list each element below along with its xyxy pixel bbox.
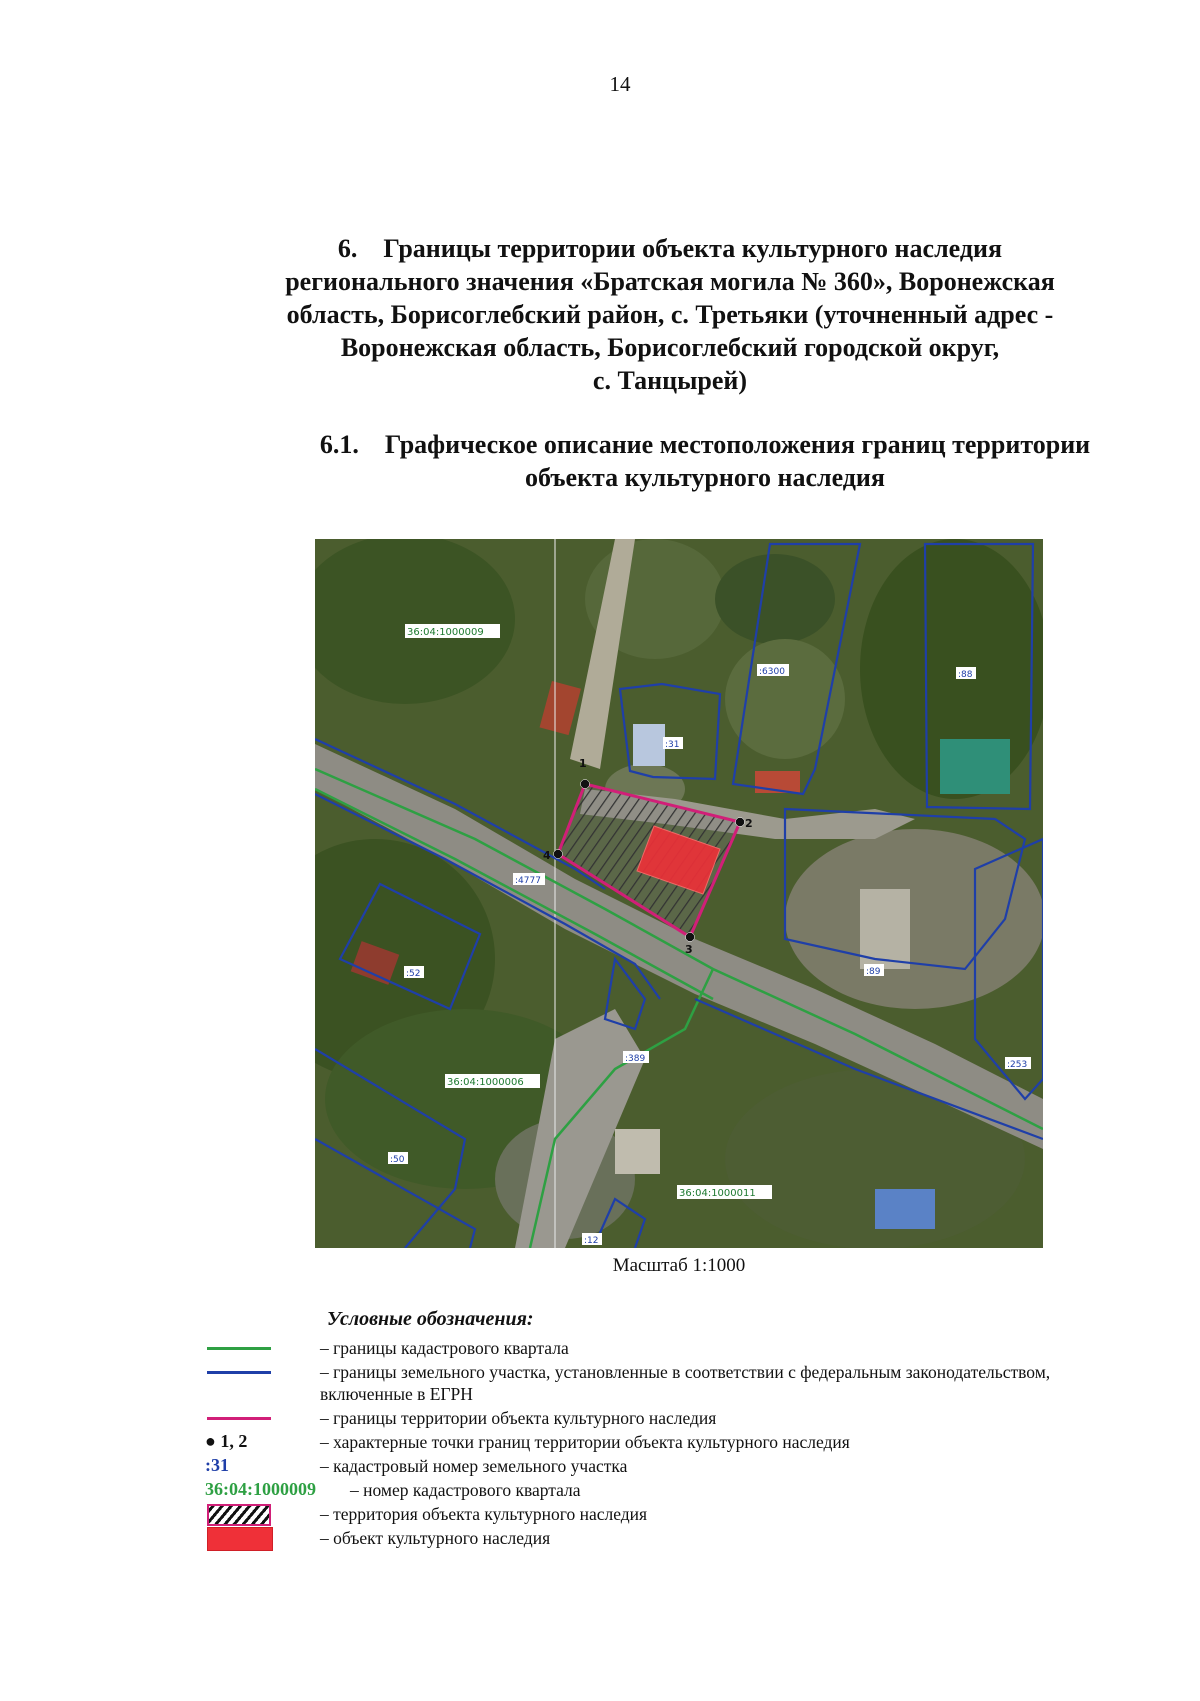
quarter-label: 36:04:1000011 xyxy=(679,1188,756,1199)
heading-line: Воронежская область, Борисоглебский городской округ, xyxy=(340,333,1000,362)
parcel-label: :4777 xyxy=(515,876,541,886)
legend-item xyxy=(205,1431,1105,1455)
legend-item xyxy=(205,1527,1105,1551)
legend-item xyxy=(205,1407,1105,1431)
legend-title: Условные обозначения: xyxy=(327,1308,534,1330)
legend-key: ● 1, 2 xyxy=(205,1431,248,1451)
subsection-heading xyxy=(260,428,1150,494)
legend-item xyxy=(205,1455,1105,1479)
heading-line: с. Танцырей) xyxy=(592,366,748,395)
page-number: 14 xyxy=(609,72,631,96)
hatch-swatch xyxy=(207,1504,271,1526)
legend-item xyxy=(205,1503,1105,1527)
point-2-marker xyxy=(736,818,745,827)
blue-line-swatch xyxy=(207,1371,271,1374)
legend-text: – границы кадастрового квартала xyxy=(320,1338,569,1358)
legend-text: – границы территории объекта культурного наследия xyxy=(320,1408,717,1428)
quarter-label: 36:04:1000006 xyxy=(447,1077,524,1088)
section-heading xyxy=(240,232,1100,397)
legend-item xyxy=(205,1479,1105,1503)
parcel-label: :12 xyxy=(584,1236,599,1246)
heading-line: 6. Границы территории объекта культурного наследия xyxy=(337,234,1003,263)
subheading-line: объекта культурного наследия xyxy=(525,463,885,492)
magenta-line-swatch xyxy=(207,1417,271,1420)
parcel-label: :389 xyxy=(625,1054,646,1064)
heading-line: область, Борисоглебский район, с. Третьяки (уточненный адрес - xyxy=(286,300,1054,329)
legend-key xyxy=(205,1527,325,1549)
point-label: 2 xyxy=(745,817,753,830)
point-label: 1 xyxy=(579,757,587,770)
point-label: 3 xyxy=(685,943,693,956)
subheading-line: 6.1. Графическое описание местоположения границ территории xyxy=(319,430,1091,459)
legend-item xyxy=(205,1337,1105,1361)
aerial-map[interactable] xyxy=(315,539,1043,1248)
red-fill-swatch xyxy=(207,1527,273,1551)
legend-key: 36:04:1000009 xyxy=(205,1479,316,1499)
legend-key: :31 xyxy=(205,1455,229,1475)
legend-key xyxy=(205,1503,325,1525)
heading-line: регионального значения «Братская могила № 360», Воронежская xyxy=(285,267,1055,296)
legend-text: – территория объекта культурного наследия xyxy=(320,1504,648,1524)
quarter-label: 36:04:1000009 xyxy=(407,627,484,638)
parcel-label: :6300 xyxy=(759,667,785,677)
legend-text: – кадастровый номер земельного участка xyxy=(320,1456,628,1476)
legend-key xyxy=(205,1361,325,1383)
map-canvas xyxy=(315,539,1043,1248)
parcel-label: :88 xyxy=(958,670,973,680)
map-scale: Масштаб 1:1000 xyxy=(612,1255,746,1276)
legend-item xyxy=(205,1361,1105,1407)
legend-key xyxy=(205,1407,325,1429)
point-1-marker xyxy=(581,780,590,789)
parcel-label: :31 xyxy=(665,740,680,750)
legend-text: – объект культурного наследия xyxy=(320,1528,551,1548)
legend-text: – характерные точки границ территории объекта культурного наследия xyxy=(320,1432,850,1452)
parcel-label: :50 xyxy=(390,1155,405,1165)
legend-key xyxy=(205,1337,325,1359)
green-line-swatch xyxy=(207,1347,271,1350)
legend-text: – границы земельного участка, установленные в соответствии с федеральным законодательством, включенные в ЕГРН xyxy=(320,1362,1051,1404)
legend-text: – номер кадастрового квартала xyxy=(350,1480,581,1500)
legend xyxy=(205,1337,1105,1551)
point-4-marker xyxy=(554,850,563,859)
point-3-marker xyxy=(686,933,695,942)
parcel-label: :89 xyxy=(866,967,881,977)
parcel-label: :52 xyxy=(406,969,421,979)
point-label: 4 xyxy=(543,849,551,862)
parcel-label: :253 xyxy=(1007,1060,1028,1070)
